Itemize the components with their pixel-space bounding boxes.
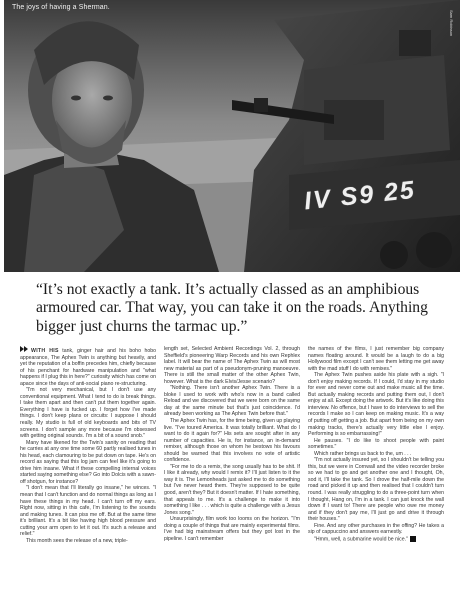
lead-arrow-icon xyxy=(20,346,29,352)
article-column-3 xyxy=(308,346,444,590)
paragraph: length set, Selected Ambient Recordings Vol. 2, through Sheffield's pioneering Warp Records and his own Rephlex label. It will bear the name of The Aphex Twin as will most new material as part of a pseudonym-pruning manoeuvre. There is still the small matter of the other Aphex Twin, however. What is the dark Elvis/Jesse scenario? xyxy=(164,346,300,385)
paragraph: This month sees the release of a new, triple- xyxy=(26,537,128,544)
paragraph: He pauses. "I do like to shoot people with paint sometimes." xyxy=(308,437,444,451)
paragraph xyxy=(308,536,444,543)
paragraph: Which rather brings us back to the, um . . . xyxy=(314,450,412,457)
paragraph: "Nothing. There isn't another Aphex Twin. There is a bloke I used to work with who's now in a band called Reload and we discovered that we were born on the same day at the same minute but that's just coincidence. I'd already been working as The Aphex Twin before that." xyxy=(164,385,300,418)
paragraph: "I'm not actually insured yet, so I shouldn't be telling you this, but we were in Cornwall and the video recorder broke so we had to go and get another one and I thought, Oh, sod it, I'll take the tank. So I drove the half-mile down the road and picked it up and then realised that I couldn't turn round. I was really struggling to do a three-point turn when I thought, Hang on, I'm in a tank. I can just knock the wall down if I want to! There are people who owe me money and if they don't pay me, I'll just go and drive it through their houses." xyxy=(308,457,444,523)
paragraph-text: tank, ginger hair and his boho hobo appearance, The Aphex Twin is anything but heavily, and yet the reputation of a boffin precedes him, chiefly because of his penchant for hardware manipulation and "what happens if I plug this in here?" curiosity which has come on apace since the days of anti-social piano re-structuring. xyxy=(20,348,156,387)
article-column-2 xyxy=(164,346,300,590)
pull-quote: “It’s not exactly a tank. It’s actually classed as an amphibious armoured car. That way, you can take it on the roads. Anything bigger just churns the tarmac up.” xyxy=(36,281,428,335)
photo-credit: Sam Robinson xyxy=(449,10,454,37)
paragraph: "I don't mean that I'll literally go insane," he winces. "I mean that I can't function and do normal things as long as I have these things in my head. I can't turn off my ears. Right now, sitting in this cafe, I'm listening to the sounds and making tunes. It can piss me off. But at the same time it's brilliant. It's a bit like having high blood pressure and cutting your arm open to let it out. It's such a release and relief." xyxy=(20,485,156,538)
paragraph: Fine. And any other purchases in the offing? He takes a sip of cappuccino and answers earnestly. xyxy=(308,522,444,536)
paragraph: Many have likened for the Twin's sanity on reading that he carries at any one time some 60 partly realised tunes in his head, each clamouring to be put down on tape. He's on record as saying that this log jam can feel like it's going to drive him insane. What if these compelling internal voices started saying something else? Go into Dolcis with a sawn-off shotgun, for instance? xyxy=(20,439,156,485)
paragraph xyxy=(20,346,156,387)
lead-word: WITH HIS xyxy=(31,348,59,354)
paragraph: Unsurprisingly, film work too looms on the horizon. "I'm doing a couple of things that are mainly experimental films. I've had big mainstream offers but they got lost in the pipeline. I can't remember xyxy=(164,516,300,542)
paragraph: "I'm not very mechanical, but I don't use any conventional equipment. What I tend to do is break things. I take them apart and then can't put them together again. Everything I have is fucked up. I forget how I've made things. I don't keep plans or circuits: I suppose I should really. My studio is full of old keyboards and bits of TV screens. I don't sample any more because I'm obsessed with getting original sounds. I'm a bit of a sound snob." xyxy=(20,387,156,440)
article-column-1 xyxy=(20,346,156,590)
article-photo xyxy=(4,0,460,272)
paragraph: the names of the films, I just remember big company names floating around. It would be a laugh to do a big Hollywood film except I can't see them letting me get away with the mad stuff I do with remixes." xyxy=(308,346,444,372)
tank-registration-plate: IV S9 25 xyxy=(302,175,418,216)
paragraph: "For me to do a remix, the song usually has to be shit. If I like it already, why would I remix it? I'll just listen to it the way it is. The Lemonheads just asked me to do something but I've never heard them. They're supposed to be quite good, aren't they? But it doesn't matter. If I hate something, that appeals to me. It's a challenge to make it into something I like . . . which is quite a challenge with a Jesus Jones song." xyxy=(164,463,300,516)
paragraph: The Aphex Twin has, for the time being, given up playing live. "I've toured America. It was totally brilliant. What do I want to do it again for?" His sets are sought after in any number of capacities. He is, for instance, an in-demand remixer, although those on whom he bestows his favours should be warned that this involves no vote of artistic confidence. xyxy=(164,418,300,464)
paragraph-text: "Hmm, well, a submarine would be nice." xyxy=(314,536,408,543)
photo-caption: The joys of having a Sherman. xyxy=(12,4,110,11)
article-body xyxy=(20,346,444,590)
paragraph: The Aphex Twin pushes aside his plate with a sigh. "I don't enjoy making records. If I could, I'd stay in my studio for ever and never come out and make music all the time. But actually making records and putting them out, I don't enjoy at all. Except doing the artwork. But it's like doing this interview. No offence, but I have to do interviews to sell the records I make so I can keep on making music. It's a way of putting off getting a job. But apart from being on my own making tracks, there's actually very little else I enjoy. Performing is so embarrassing!" xyxy=(308,372,444,438)
photo-image xyxy=(4,0,460,272)
end-of-article-icon: ■ xyxy=(410,536,416,542)
